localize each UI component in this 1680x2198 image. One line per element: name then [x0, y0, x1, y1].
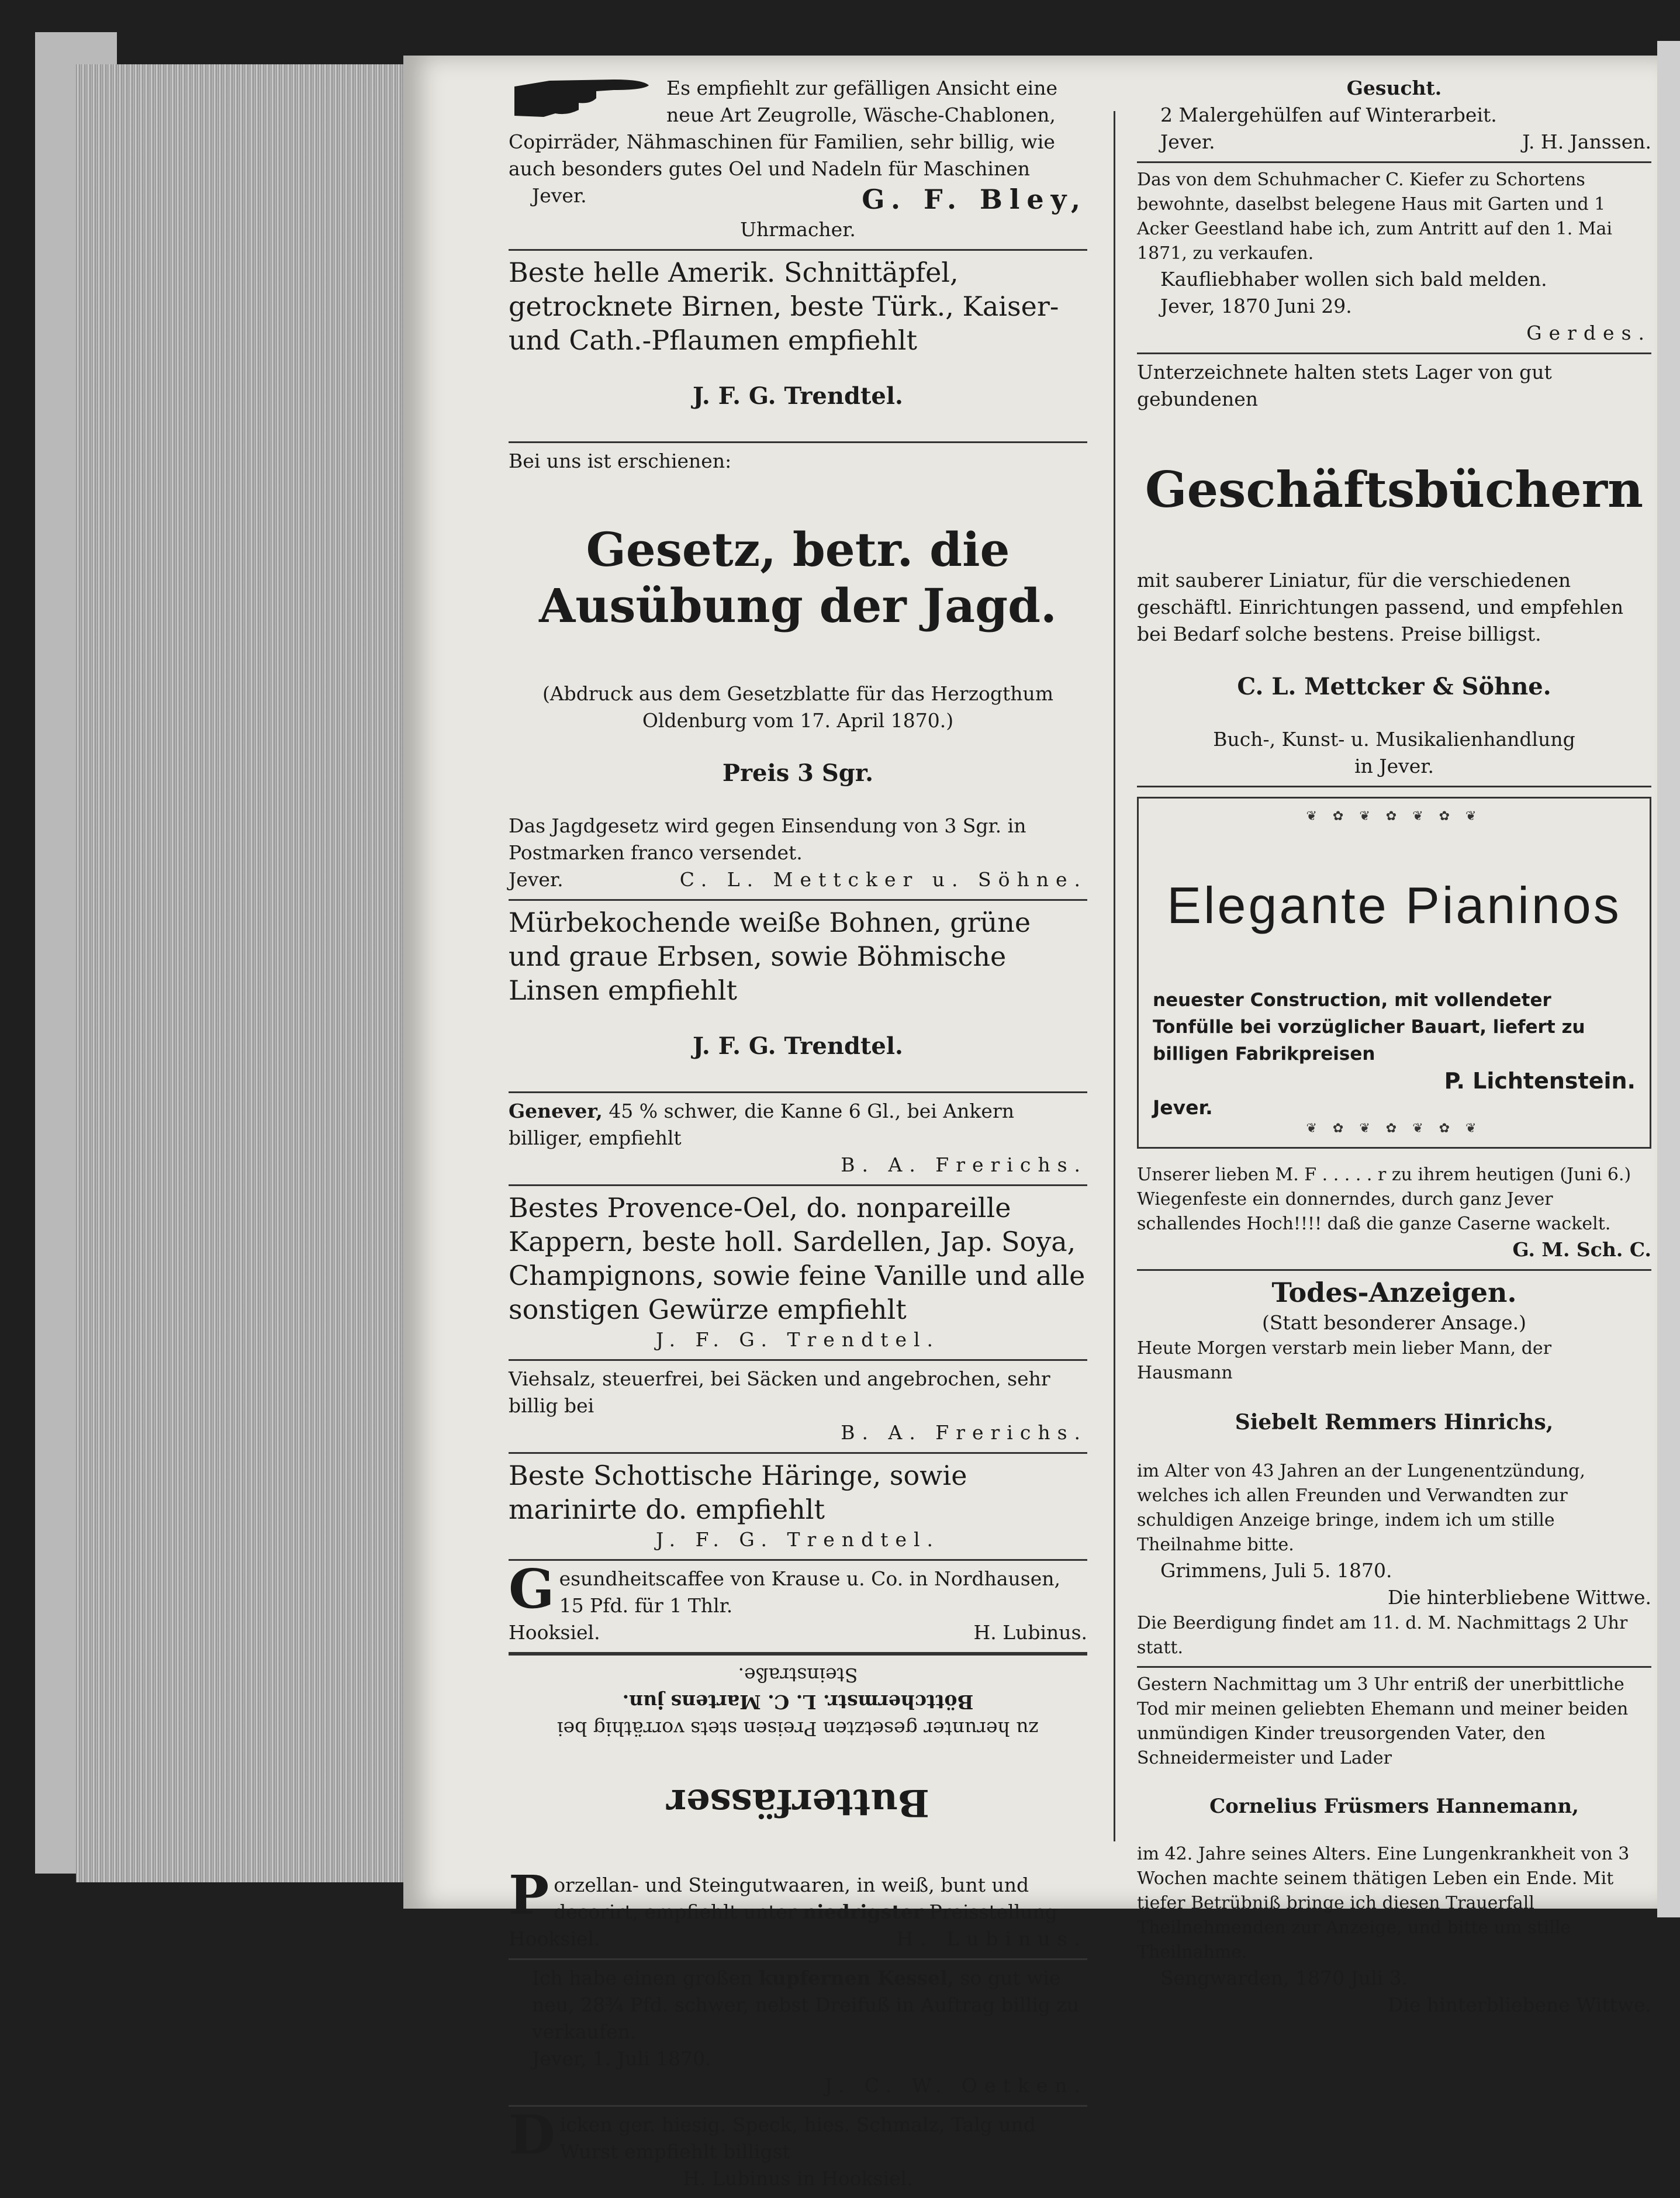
advertiser-name: Gerdes.: [1526, 322, 1651, 344]
advertiser-name: C. L. Mettcker & Söhne.: [1237, 673, 1551, 700]
ornament-border: ❦ ✿ ❦ ✿ ❦ ✿ ❦: [1306, 1121, 1482, 1136]
ad-headline: Gesetz, betr. die Ausübung der Jagd.: [539, 522, 1057, 633]
ad-haus-schortens: [1137, 163, 1651, 354]
ad-trendtel-oil: [509, 1186, 1087, 1361]
ad-gesundheitscaffee: [509, 1557, 1087, 1654]
ad-text: esundheitscaffee von Krause u. Co. in Nordhausen, 15 Pfd. für 1 Thlr.: [559, 1567, 1060, 1617]
advertiser-name: J. F. G. Trendtel.: [693, 1032, 903, 1060]
left-column: [509, 70, 1087, 2198]
ad-jagd-law: [509, 443, 1087, 901]
ad-geschaeftsbuecher: [1137, 354, 1651, 787]
advertiser-name: H. Lubinus.: [973, 1621, 1087, 1644]
ad-headline: Butterfässer: [666, 1781, 929, 1824]
advertiser-name: P. Lichtenstein.: [1444, 1068, 1636, 1094]
ad-text: Das Jagdgesetz wird gegen Einsendung von 3 Sgr. in Postmarken franco versendet.: [509, 814, 1026, 864]
right-column: [1137, 70, 1651, 2024]
deceased-name: Siebelt Remmers Hinrichs,: [1235, 1410, 1554, 1435]
ad-signed: Die hinterbliebene Wittwe.: [1387, 1993, 1651, 2016]
ad-text-2: im 42. Jahre seines Alters. Eine Lungenkrankheit von 3 Wochen machte seinem thätigen Leben ein Ende. Mit tiefer Betrübniß bringe ich diesen Trauerfall Theilnehmenden zur Anzeige, und bitte um stille Theilnahme.: [1137, 1844, 1630, 1962]
ad-butterfaesser-upside-down: [509, 1654, 1087, 1867]
ad-text: Beste Schottische Häringe, sowie marinirte do. empfiehlt: [509, 1460, 967, 1525]
ad-text: neuester Construction, mit vollendeter Tonfülle bei vorzüglicher Bauart, liefert zu billigen Fabrikpreisen: [1153, 990, 1585, 1065]
place: Hooksiel.: [509, 1621, 600, 1644]
ornament-border: ❦ ✿ ❦ ✿ ❦ ✿ ❦: [1306, 809, 1482, 824]
place: Jever.: [1160, 130, 1215, 153]
dropcap: G: [509, 1557, 555, 1620]
place: Jever.: [509, 868, 564, 891]
deceased-name: Cornelius Früsmers Hannemann,: [1209, 1795, 1579, 1818]
ad-todes-hinrichs: [1137, 1271, 1651, 1668]
ad-text: Mürbekochende weiße Bohnen, grüne und graue Erbsen, sowie Böhmische Linsen empfiehlt: [509, 907, 1031, 1006]
ad-text-2: im Alter von 43 Jahren an der Lungenentzündung, welches ich allen Freunden und Verwandten zur schuldigen Anzeige bringe, indem ich um stille Theilnahme bitte.: [1137, 1461, 1585, 1555]
advertiser-name: J. F. G. Trendtel.: [693, 382, 903, 410]
ad-trendtel-beans: [509, 901, 1087, 1093]
ad-date: Jever, 1. Juli 1870.: [532, 2047, 711, 2070]
ad-text-1: Ich habe einen großen: [532, 1967, 753, 1989]
ad-signed: Die hinterbliebene Wittwe.: [1387, 1586, 1651, 1609]
ad-viehsalz: [509, 1361, 1087, 1454]
ad-date: Sengwarden, 1870 Juli 3.: [1160, 1967, 1408, 1989]
ad-emphasis: niedrigster: [803, 1900, 923, 1923]
advertiser-name: H. Lubinus in Hooksiel.: [683, 2167, 913, 2190]
ad-text-3: Die Beerdigung findet am 11. d. M. Nachmittags 2 Uhr statt.: [1137, 1613, 1628, 1658]
ad-text: Es empfiehlt zur gefälligen Ansicht eine neue Art Zeugrolle, Wäsche-Chablonen, Copirräder, Nähmaschinen für Familien, sehr billig, wie auch besonders gutes Oel und Nadeln für Maschinen: [509, 77, 1057, 180]
ad-text-2: Preisstellung: [929, 1900, 1057, 1923]
ad-text-2: so gut wie neu, 28¾ Pfd. schwer, nebst Dreifuß in Auftrag billig zu verkaufen.: [532, 1967, 1080, 2043]
ad-text: Bestes Provence-Oel, do. nonpareille Kappern, beste holl. Sardellen, Jap. Soya, Champignons, sowie feine Vanille und alle sonstigen Gewürze empfiehlt: [509, 1192, 1086, 1325]
ad-genever: [509, 1093, 1087, 1186]
ad-text-2: mit sauberer Liniatur, für die verschiedenen geschäftl. Einrichtungen passend, und empfehlen bei Bedarf solche bestens. Preise billigst.: [1137, 569, 1624, 645]
ad-text: Beste helle Amerik. Schnittäpfel, getrocknete Birnen, beste Türk., Kaiser- und Cath.-Pflaumen empfiehlt: [509, 257, 1059, 356]
ad-text-2: Kaufliebhaber wollen sich bald melden.: [1160, 268, 1547, 291]
pointing-hand-icon: [509, 75, 655, 122]
ad-date: Jever, 1870 Juni 29.: [1160, 295, 1352, 317]
ad-pianinos: [1137, 797, 1651, 1149]
street: Steinstraße.: [738, 1664, 858, 1686]
column-divider: [1114, 111, 1115, 1841]
signature-row: [509, 1619, 1087, 1646]
place: Jever.: [1153, 1096, 1213, 1119]
ad-text: Das von dem Schuhmacher C. Kiefer zu Schortens bewohnte, daselbst belegene Haus mit Garten und 1 Acker Geestland habe ich, zum Antritt auf den 1. Mai 1871, zu verkaufen.: [1137, 170, 1612, 264]
signature-row: [509, 1926, 1087, 1952]
advertiser-name: J. F. G. Trendtel.: [655, 1528, 941, 1551]
ad-porzellan: [509, 1864, 1087, 1960]
ad-price: Preis 3 Sgr.: [722, 759, 874, 787]
ad-sub: (Statt besonderer Ansage.): [1261, 1311, 1527, 1334]
advertiser-name: Böttchermstr. L. C. Martens jun.: [622, 1691, 974, 1713]
advertiser-title: Uhrmacher.: [740, 218, 856, 241]
place: in Jever.: [1354, 755, 1434, 777]
ad-text-1: Heute Morgen verstarb mein lieber Mann, der Hausmann: [1137, 1338, 1552, 1383]
ad-text: Unserer lieben M. F . . . . . r zu ihrem heutigen (Juni 6.) Wiegenfeste ein donnerndes, durch ganz Jever schallendes Hoch!!!! daß die ganze Caserne wackelt.: [1137, 1164, 1631, 1234]
advertiser-name: G. F. Bley,: [862, 184, 1087, 215]
ad-note: (Abdruck aus dem Gesetzblatte für das Herzogthum Oldenburg vom 17. April 1870.): [542, 682, 1054, 732]
ad-date: Grimmens, Juli 5. 1870.: [1160, 1559, 1392, 1582]
advertiser-name: B. A. Frerichs.: [841, 1153, 1087, 1176]
ad-text: 45 % schwer, die Kanne 6 Gl., bei Ankern billiger, empfiehlt: [509, 1100, 1014, 1149]
ad-text: icken ger. hiesig. Speck, hies. Schmalz, Talg und Wurst empfiehlt billigst: [559, 2113, 1036, 2163]
ad-haeringe: [509, 1454, 1087, 1561]
advertiser-name: J. C. W. Oetken.: [825, 2074, 1087, 2097]
ad-speck: [509, 2103, 1087, 2198]
ad-text: zu herunter gesetzten Preisen stets vorräthig bei: [557, 1717, 1039, 1740]
ad-todes-hannemann: [1137, 1668, 1651, 2024]
ad-heading: Todes-Anzeigen.: [1271, 1277, 1517, 1308]
ad-intro: Bei uns ist erschienen:: [509, 450, 732, 472]
dropcap: D: [509, 2103, 555, 2166]
dropcap: P: [509, 1864, 549, 1927]
ad-lead: Genever,: [509, 1100, 603, 1122]
advertiser-name: C. L. Mettcker u. Söhne.: [679, 868, 1087, 891]
ad-bley: [509, 70, 1087, 251]
ad-text: Viehsalz, steuerfrei, bei Säcken und angebrochen, sehr billig bei: [509, 1367, 1050, 1417]
place: Hooksiel.: [509, 1927, 600, 1950]
advertiser-name: G. M. Sch. C.: [1512, 1238, 1651, 1261]
place: Jever.: [532, 184, 587, 207]
book-page-stack: [76, 64, 403, 1882]
signature-row: [509, 866, 1087, 893]
advertiser-name: H. Lubinus.: [896, 1927, 1087, 1950]
ad-text: orzellan- und Steingutwaaren, in weiß, bunt und decorirt, empfiehlt unter: [554, 1874, 1029, 1923]
advertiser-name: J. F. G. Trendtel.: [655, 1328, 941, 1351]
ad-headline: Geschäftsbüchern: [1145, 461, 1644, 519]
ad-text-1: Unterzeichnete halten stets Lager von gut gebundenen: [1137, 361, 1552, 410]
book-right-edge: [1657, 41, 1680, 1917]
advertiser-name: J. H. Janssen.: [1522, 130, 1651, 153]
signature-row: [1137, 129, 1651, 155]
ad-text-1: Gestern Nachmittag um 3 Uhr entriß der unerbittliche Tod mir meinen geliebten Ehemann und meiner beiden unmündigen Kinder treusorgenden Vater, den Schneidermeister und Lader: [1137, 1674, 1629, 1768]
signature-row: [509, 182, 1087, 216]
advertiser-sub: Buch-, Kunst- u. Musikalienhandlung: [1213, 728, 1575, 751]
ad-gesucht: [1137, 70, 1651, 163]
ad-wiegenfest: [1137, 1158, 1651, 1271]
ad-heading: Gesucht.: [1346, 77, 1442, 99]
ad-headline: Elegante Pianinos: [1167, 876, 1622, 934]
ad-kessel: [509, 1960, 1087, 2107]
ad-emphasis: kupfernen Kessel,: [759, 1967, 955, 1989]
ad-trendtel-fruit: [509, 251, 1087, 443]
advertiser-name: B. A. Frerichs.: [841, 1421, 1087, 1444]
ad-text: 2 Malergehülfen auf Winterarbeit.: [1160, 103, 1497, 126]
